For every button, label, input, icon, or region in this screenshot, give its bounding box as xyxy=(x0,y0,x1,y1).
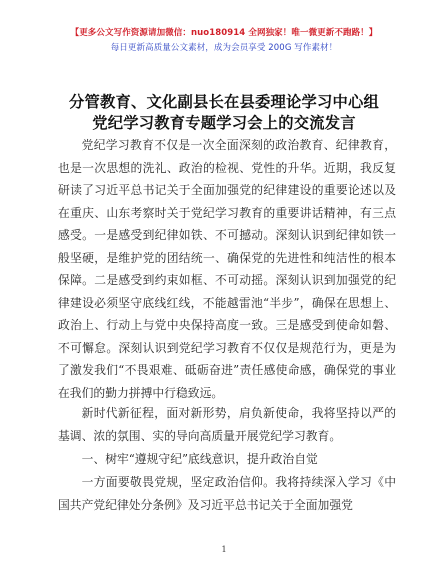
document-title-line-2: 党纪学习教育专题学习会上的交流发言 xyxy=(92,114,356,132)
promo-banner-line-2: 每日更新高质量公文素材，成为会员享受 200G 写作素材！ xyxy=(110,43,338,53)
paragraph-text: 一、树牢“遵规守纪”底线意识，提升政治自觉 xyxy=(81,452,318,466)
page-number: 1 xyxy=(221,545,227,554)
paragraph-text: 党纪学习教育不仅是一次全面深刻的政治教育、纪律教育，也是一次思想的洗礼、政治的检视、党性的升华。近期，我反复研读了习近平总书记关于全面加强党的纪律建设的重要论述以及在重庆、山东考察时关于党纪学习教育的重要讲话精神，有三点感受。一是感受到纪律如铁、不可撼动。深刻认识到纪律如铁一般坚硬，是维护党的团结统一、确保党的先进性和纯洁性的根本保障。二是感受到约束如框、不可动摇。深刻认识到加强党的纪律建设必须坚守底线红线，不能越雷池“半步”，确保在思想上、政治上、行动上与党中央保持高度一致。三是感受到使命如磐、不可懈怠。深刻认识到党纪学习教育不仅仅是规范行为，更是为了激发我们“不畏艰难、砥砺奋进”责任感使命感，确保党的事业在我们的勤力拼搏中行稳致远。 xyxy=(58,138,396,400)
paragraph-text: 新时代新征程，面对新形势，肩负新使命，我将坚持以严的基调、浓的氛围、实的导向高质量开展党纪学习教育。 xyxy=(58,406,396,443)
promo-banner-line-1: 【更多公文写作资源请加微信：nuo180914 全网独家！唯一微更新不跑路！】 xyxy=(70,28,378,38)
body-paragraph-2 xyxy=(58,402,396,447)
body-paragraph-1 xyxy=(58,134,396,404)
body-paragraph-3 xyxy=(58,471,396,516)
document-title-line-1: 分管教育、文化副县长在县委理论学习中心组 xyxy=(69,93,379,111)
paragraph-text: 一方面要敬畏党规，坚定政治信仰。我将持续深入学习《中国共产党纪律处分条例》及习近平总书记关于全面加强党 xyxy=(58,475,396,512)
section-heading xyxy=(58,448,396,471)
